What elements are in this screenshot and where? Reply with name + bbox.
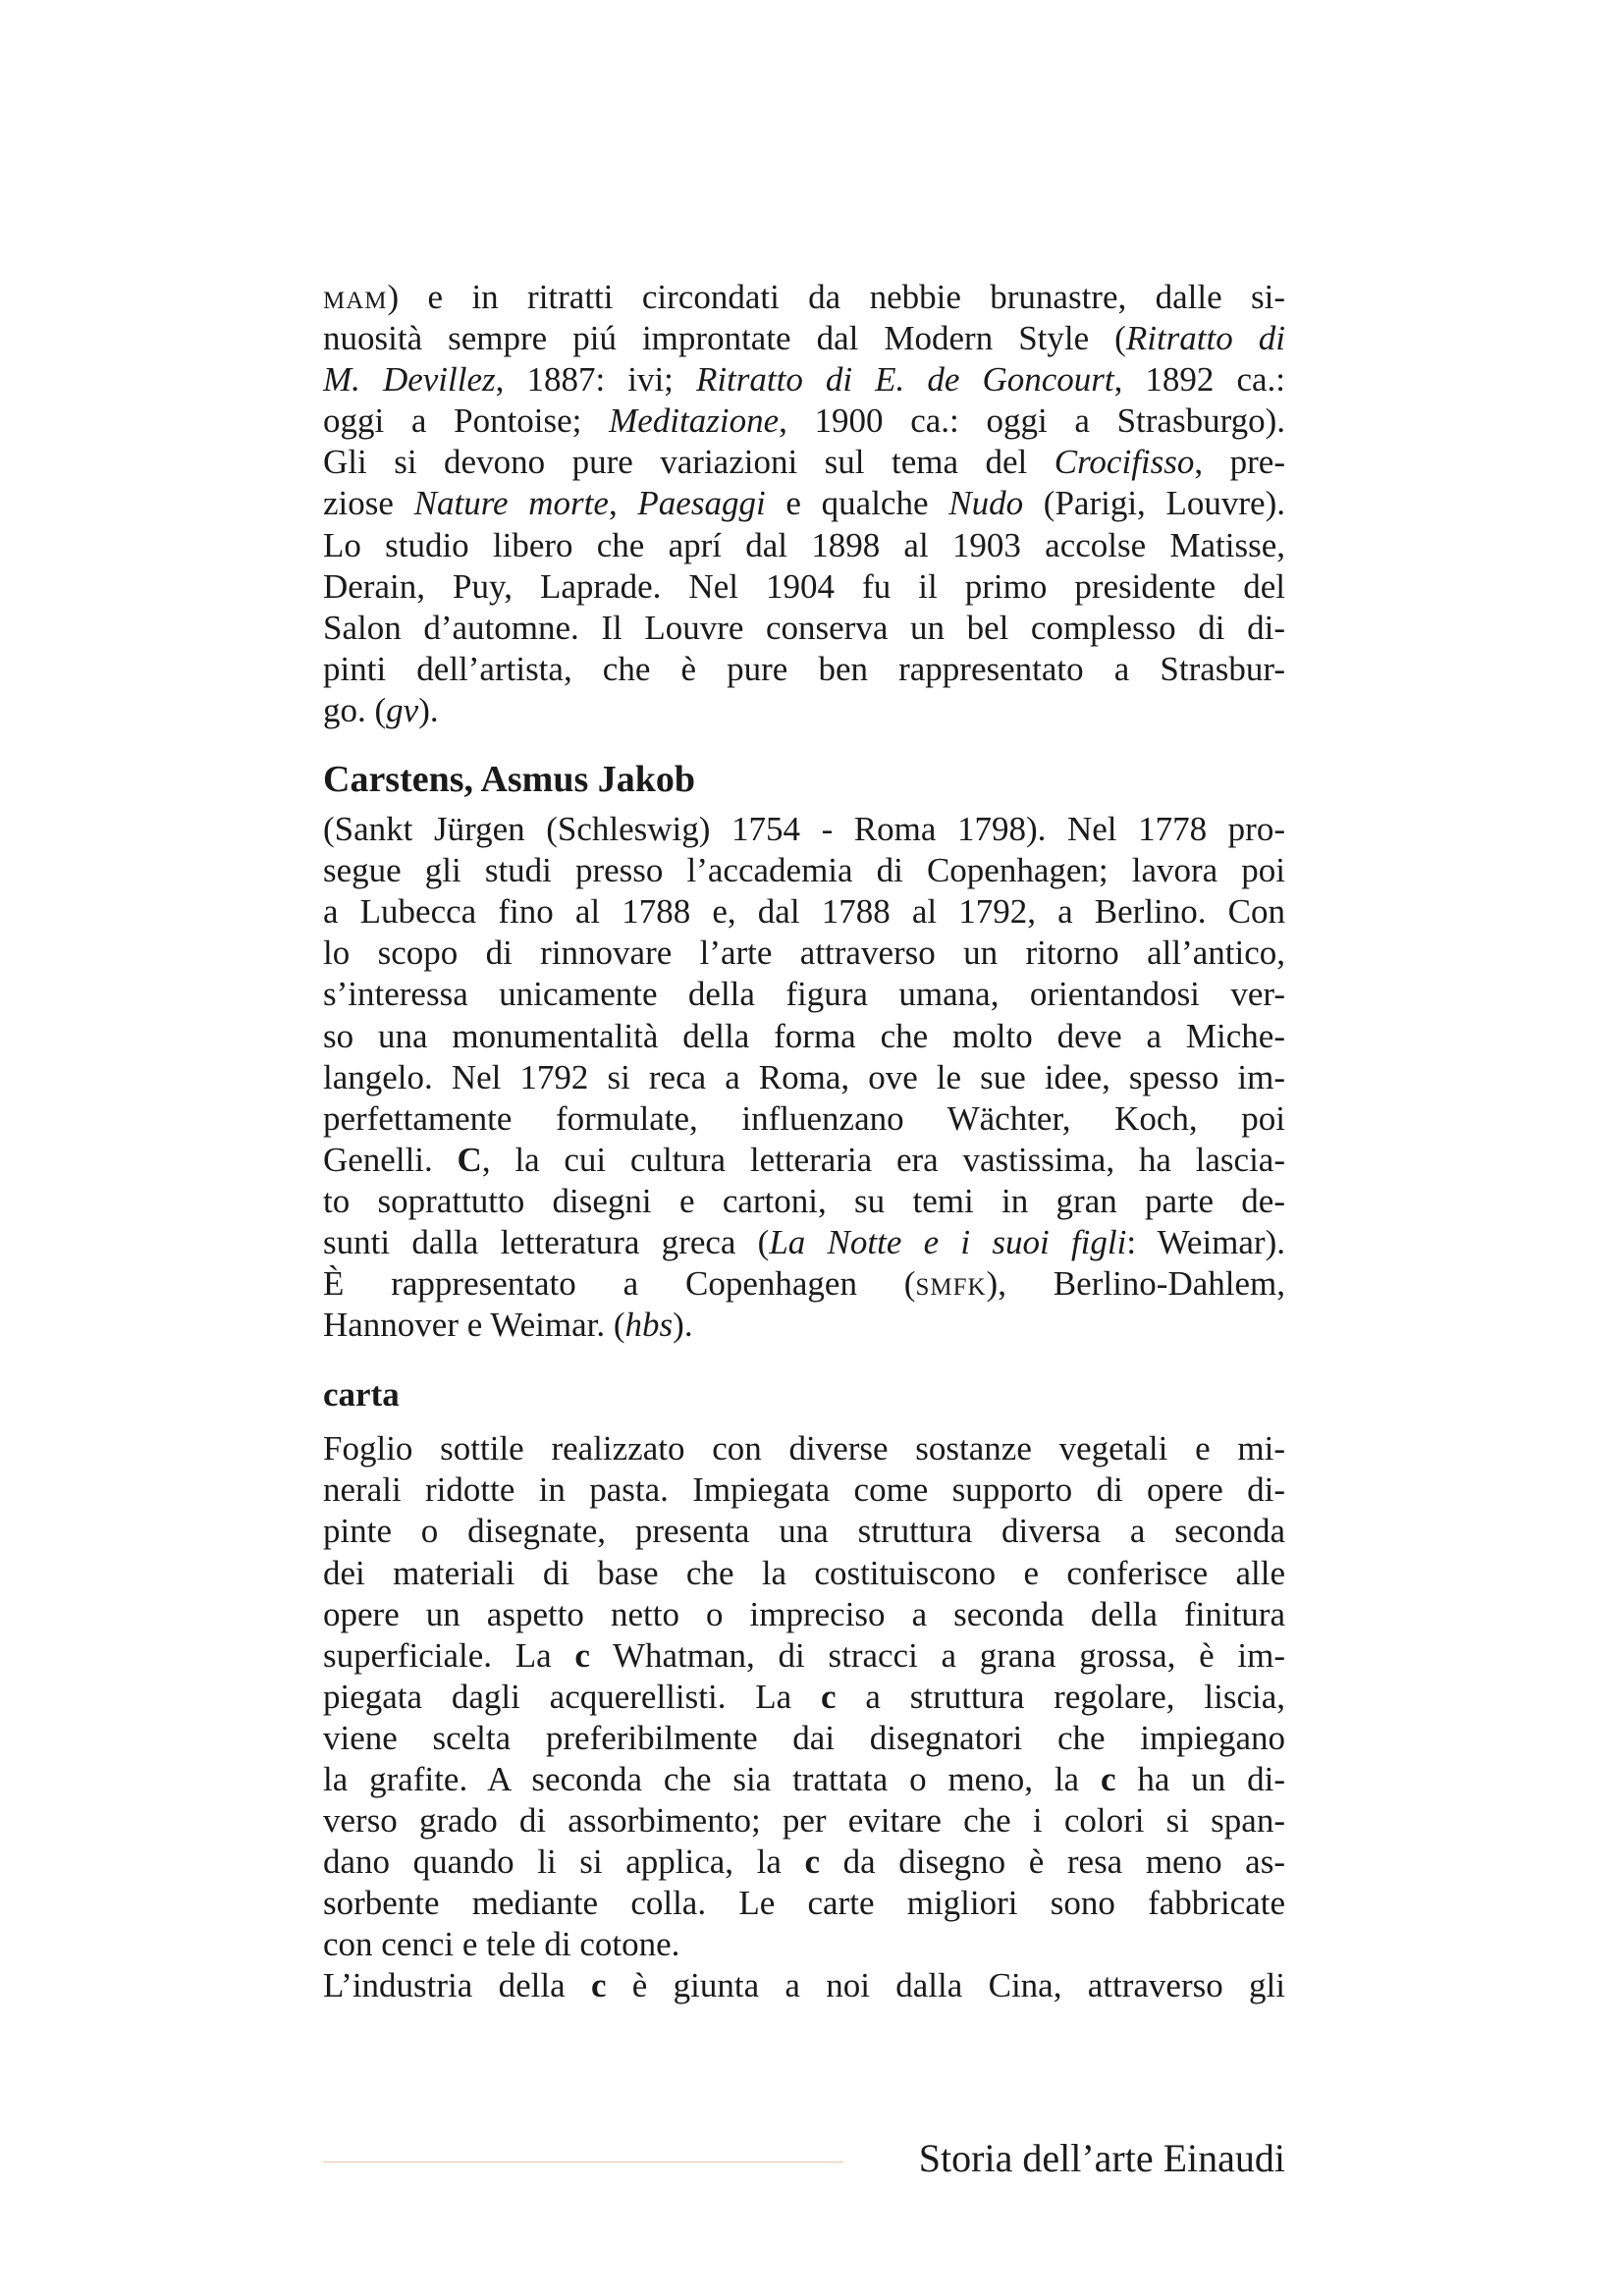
text-line: Derain, Puy, Laprade. Nel 1904 fu il primo presidente del	[323, 566, 1285, 606]
text-line: verso grado di assorbimento; per evitare che i colori si span-	[323, 1801, 1285, 1841]
entry-abbrev: c	[804, 1842, 821, 1882]
author-initials: hbs	[624, 1306, 674, 1345]
text-line: sorbente mediante colla. Le carte migliori sono fabbricate	[323, 1884, 1285, 1923]
text-line: Foglio sottile realizzato con diverse sostanze vegetali e mi-	[323, 1429, 1285, 1468]
abbreviation: mam	[323, 278, 388, 316]
text-line: to soprattutto disegni e cartoni, su temi in gran parte de-	[323, 1181, 1285, 1220]
text-line: ziose Nature morte, Paesaggi e qualche Nudo (Parigi, Louvre).	[323, 484, 1285, 523]
text-line: la grafite. A seconda che sia trattata o meno, la c ha un di-	[323, 1760, 1285, 1798]
artwork-title: La Notte e i suoi figli	[769, 1222, 1127, 1261]
artwork-title: M. Devillez	[323, 360, 496, 400]
text-line: so una monumentalità della forma che molto deve a Miche-	[323, 1016, 1285, 1055]
text-line: perfettamente formulate, influenzano Wächter, Koch, poi	[323, 1098, 1285, 1138]
entry-title-carstens: Carstens, Asmus Jakob	[323, 759, 696, 801]
text-line: piegata dagli acquerellisti. La c a struttura regolare, liscia,	[323, 1677, 1285, 1716]
text-line: langelo. Nel 1792 si reca a Roma, ove le sue idee, spesso im-	[323, 1057, 1285, 1096]
artwork-title: Ritratto di	[1125, 319, 1285, 358]
text-line: L’industria della c è giunta a noi dalla Cina, attraverso gli	[323, 1966, 1285, 2005]
continuation-paragraph	[323, 277, 1285, 731]
artwork-title: Crocifisso	[1054, 443, 1195, 482]
text-line: Hannover e Weimar. (hbs).	[323, 1306, 693, 1345]
footer-rule	[323, 2162, 843, 2163]
entry-abbrev: c	[574, 1635, 590, 1675]
text-line: go. (gv).	[323, 690, 439, 729]
text-line: sunti dalla letteratura greca (La Notte e i suoi figli: Weimar).	[323, 1222, 1285, 1261]
text-line: dano quando li si applica, la c da disegno è resa meno as-	[323, 1842, 1285, 1882]
text-line: pinte o disegnate, presenta una struttura diversa a seconda	[323, 1512, 1285, 1551]
footer-publication-title: Storia dell’arte Einaudi	[918, 2136, 1285, 2180]
entry-abbrev: C	[457, 1140, 482, 1179]
text-line: superficiale. La c Whatman, di stracci a grana grossa, è im-	[323, 1635, 1285, 1675]
entry-abbrev: c	[821, 1677, 837, 1716]
text-line: Salon d’automne. Il Louvre conserva un bel complesso di di-	[323, 608, 1285, 647]
page-footer	[323, 2134, 1285, 2183]
artwork-title: Paesaggi	[637, 484, 766, 523]
entry-title-carta: carta	[323, 1375, 400, 1415]
text-line: nerali ridotte in pasta. Impiegata come supporto di opere di-	[323, 1470, 1285, 1510]
entry-body-carta	[323, 1428, 1285, 2006]
text-line: segue gli studi presso l’accademia di Copenhagen; lavora poi	[323, 851, 1285, 890]
entry-body-carstens	[323, 809, 1285, 1346]
text-line: nuosità sempre piú improntate dal Modern Style (Ritratto di	[323, 319, 1285, 358]
text-line: a Lubecca fino al 1788 e, dal 1788 al 1792, a Berlino. Con	[323, 892, 1285, 932]
text-line: (Sankt Jürgen (Schleswig) 1754 - Roma 1798). Nel 1778 pro-	[323, 810, 1285, 849]
artwork-title: Ritratto di E. de Goncourt	[695, 360, 1114, 400]
text-line: dei materiali di base che la costituiscono e conferisce alle	[323, 1553, 1285, 1592]
entry-abbrev: c	[590, 1966, 607, 2005]
text-line: s’interessa unicamente della figura umana, orientandosi ver-	[323, 975, 1285, 1014]
author-initials: gv	[386, 690, 419, 729]
text-line: opere un aspetto netto o impreciso a seconda della finitura	[323, 1594, 1285, 1633]
entry-abbrev: c	[1100, 1760, 1116, 1798]
text-line: Genelli. C, la cui cultura letteraria era vastissima, ha lascia-	[323, 1140, 1285, 1179]
page-body	[323, 277, 1285, 2007]
text-line: lo scopo di rinnovare l’arte attraverso un ritorno all’antico,	[323, 934, 1285, 973]
artwork-title: Nudo	[948, 484, 1024, 523]
text-line: oggi a Pontoise; Meditazione, 1900 ca.: oggi a Strasburgo).	[323, 401, 1285, 441]
text-line: con cenci e tele di cotone.	[323, 1925, 680, 1964]
text-line: viene scelta preferibilmente dai disegnatori che impiegano	[323, 1718, 1285, 1757]
text-line: Gli si devono pure variazioni sul tema del Crocifisso, pre-	[323, 443, 1285, 482]
abbreviation: smfk	[915, 1264, 987, 1304]
artwork-title: Meditazione	[609, 401, 780, 441]
text-line: È rappresentato a Copenhagen (smfk), Berlino-Dahlem,	[323, 1264, 1285, 1304]
artwork-title: Nature morte	[413, 484, 609, 523]
text-line: Lo studio libero che aprí dal 1898 al 1903 accolse Matisse,	[323, 525, 1285, 564]
text-line: pinti dell’artista, che è pure ben rappresentato a Strasbur-	[323, 649, 1285, 688]
text-line: M. Devillez, 1887: ivi; Ritratto di E. de Goncourt, 1892 ca.:	[323, 360, 1286, 400]
text-line: mam) e in ritratti circondati da nebbie brunastre, dalle si-	[323, 278, 1285, 316]
